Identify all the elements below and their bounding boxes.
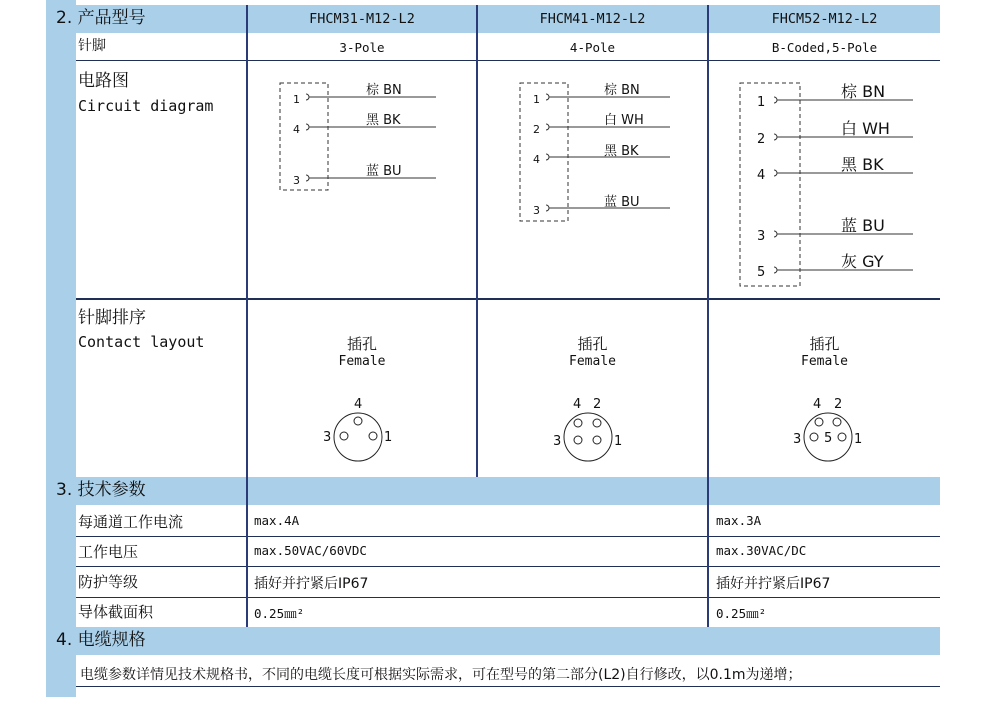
pins-value-2: 4-Pole [569, 40, 616, 55]
spec-label-current: 每通道工作电流 [78, 513, 184, 531]
circuit-diagram-1 [270, 78, 450, 198]
contact-type-cn-2: 插孔 [577, 335, 608, 353]
pins-value-1: 3-Pole [339, 40, 385, 55]
spec-value-protection-b: 插好并拧紧后IP67 [716, 576, 831, 592]
divider [76, 686, 940, 687]
contact-pattern-3 [788, 394, 868, 466]
pin-label: 2 [757, 132, 766, 147]
pin-label: 2 [533, 123, 540, 136]
column-divider [707, 5, 709, 627]
pin-number: 3 [553, 434, 562, 449]
cable-note: 电缆参数详情见技术规格书，不同的电缆长度可根据实际需求，可在型号的第二部分(L2)自行修改，以0.1m为递增； [80, 667, 802, 683]
divider [76, 597, 940, 598]
pin-number: 2 [834, 397, 843, 412]
divider [76, 60, 940, 61]
section2-title: 2. 产品型号 [56, 8, 146, 28]
pin-label: 5 [757, 265, 766, 280]
wire-label: 白 WH [604, 113, 644, 128]
spec-label-protection: 防护等级 [78, 573, 139, 591]
section4-header [46, 627, 940, 655]
model-header-3: FHCM52-M12-L2 [771, 11, 878, 27]
pin-label: 3 [293, 174, 300, 187]
wire-label: 白 WH [841, 119, 890, 138]
wire-label: 棕 BN [604, 83, 640, 98]
contact-label-en: Contact layout [78, 333, 205, 351]
wire-label: 棕 BN [841, 82, 886, 101]
pin-number: 1 [614, 434, 623, 449]
wire-label: 棕 BN [366, 83, 402, 98]
contact-label-cn: 针脚排序 [78, 308, 146, 328]
pin-label: 1 [757, 95, 766, 110]
section3-title: 3. 技术参数 [56, 480, 146, 500]
model-header-2: FHCM41-M12-L2 [539, 11, 646, 27]
spec-value-cross-section-a: 0.25㎜² [254, 606, 305, 621]
wire-label: 蓝 BU [841, 216, 885, 235]
spec-value-voltage-a: max.50VAC/60VDC [254, 543, 367, 558]
contact-pattern-2 [548, 394, 628, 466]
model-header-1: FHCM31-M12-L2 [309, 11, 415, 27]
contact-type-cn-1: 插孔 [346, 335, 377, 353]
pin-label: 1 [293, 93, 300, 106]
pin-number: 5 [824, 431, 833, 446]
pin-label: 4 [293, 123, 300, 136]
contact-type-en-1: Female [338, 354, 386, 369]
pin-label: 4 [757, 168, 766, 183]
pin-number: 3 [323, 430, 332, 445]
divider [76, 566, 940, 567]
circuit-label-en: Circuit diagram [78, 97, 214, 115]
pin-label: 3 [533, 204, 540, 217]
wire-label: 黑 BK [841, 155, 884, 174]
circuit-diagram-2 [510, 78, 690, 228]
divider [76, 536, 940, 537]
pin-number: 1 [384, 430, 393, 445]
section3-header [46, 477, 940, 505]
spec-value-current-a: max.4A [254, 513, 300, 528]
wire-label: 黑 BK [366, 113, 401, 128]
wire-label: 蓝 BU [366, 164, 402, 179]
divider [76, 298, 940, 300]
spec-value-voltage-b: max.30VAC/DC [716, 543, 807, 558]
contact-type-cn-3: 插孔 [809, 335, 840, 353]
circuit-label-cn: 电路图 [78, 71, 129, 91]
pin-label: 4 [533, 153, 540, 166]
pin-number: 1 [854, 432, 863, 447]
spec-value-cross-section-b: 0.25㎜² [716, 606, 767, 621]
left-accent-bar [46, 0, 76, 697]
spec-value-current-b: max.3A [716, 513, 762, 528]
wire-label: 黑 BK [604, 144, 639, 159]
contact-type-en-3: Female [801, 354, 848, 369]
pin-label: 3 [757, 229, 766, 244]
spec-label-cross-section: 导体截面积 [78, 603, 154, 621]
contact-pattern-1 [318, 394, 398, 466]
pin-number: 4 [354, 397, 363, 412]
wire-label: 灰 GY [841, 252, 884, 271]
wire-label: 蓝 BU [604, 195, 640, 210]
circuit-diagram-3 [730, 78, 930, 293]
pin-number: 4 [573, 397, 582, 412]
spec-label-voltage: 工作电压 [78, 543, 139, 561]
contact-type-en-2: Female [569, 354, 616, 369]
pin-number: 2 [593, 397, 602, 412]
pin-number: 3 [793, 432, 802, 447]
pins-label: 针脚 [78, 38, 106, 54]
pin-label: 1 [533, 93, 540, 106]
column-divider [246, 5, 248, 627]
pins-value-3: B-Coded,5-Pole [771, 40, 878, 55]
spec-value-protection-a: 插好并拧紧后IP67 [254, 576, 369, 592]
pin-number: 4 [813, 397, 822, 412]
column-divider [476, 5, 478, 477]
section4-title: 4. 电缆规格 [56, 630, 146, 650]
